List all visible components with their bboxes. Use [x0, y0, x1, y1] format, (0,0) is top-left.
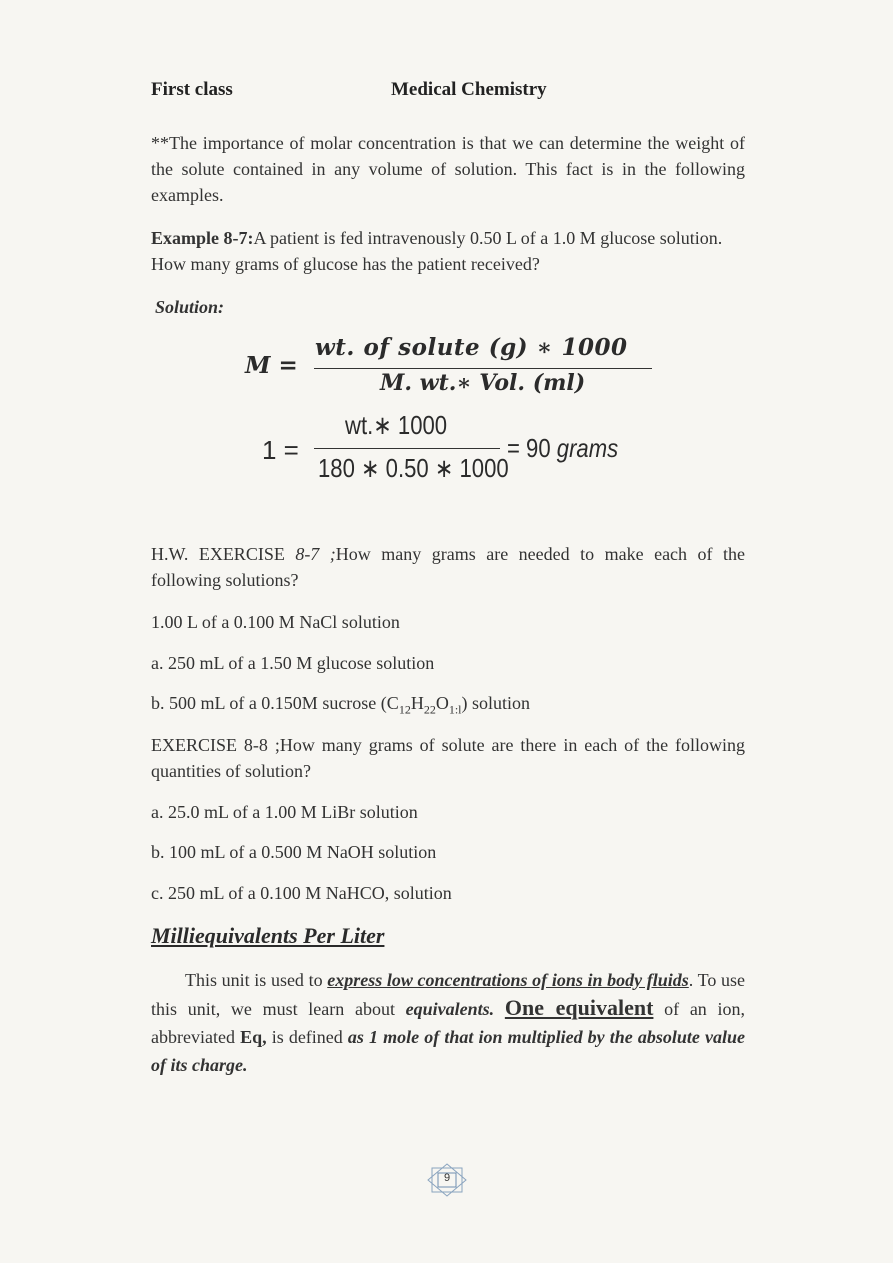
hw-item-1: 1.00 L of a 0.100 M NaCl solution — [151, 612, 400, 632]
hw-item-b — [151, 690, 745, 723]
hw-item-b-sub-o: 1:l — [448, 702, 462, 717]
section-space — [494, 999, 505, 1019]
exercise-8-8-paragraph: EXERCISE 8-8 ;How many grams of solute are there in each of the following quantities of solution? — [151, 735, 745, 781]
formula2-result-unit: grams — [556, 433, 619, 463]
formula2-lhs: 1 = — [262, 435, 299, 465]
hw-prefix: H.W. EXERCISE — [151, 544, 296, 564]
section-heading: Milliequivalents Per Liter — [151, 923, 385, 948]
formula1-lhs: M = — [245, 352, 298, 379]
section-definition: as 1 mole of that ion multiplied by the absolute value of its charge. — [151, 1027, 745, 1075]
hw-item-b-sub-c: 12 — [398, 702, 411, 717]
section-text-4: is defined — [266, 1027, 348, 1047]
formula2-result — [507, 433, 618, 464]
hw-item-b-sub-h: 22 — [423, 702, 436, 717]
section-text-3: of an ion, abbreviated — [151, 999, 746, 1047]
exercise-8-8-item-c: c. 250 mL of a 0.100 M NaHCO, solution — [151, 883, 452, 903]
exercise-8-8-item-a: a. 25.0 mL of a 1.00 M LiBr solution — [151, 802, 418, 822]
formula1-denominator: M. wt.∗ Vol. (ml) — [380, 370, 586, 396]
hw-item-b-text: b. 500 mL of a 0.150M sucrose (C — [151, 693, 399, 713]
hw-item-b-o: O — [435, 693, 449, 713]
section-text-2: . To use this unit, we must learn about — [151, 970, 745, 1019]
hw-item-b-end: ) solution — [461, 693, 530, 713]
example-text: A patient is fed intravenously 0.50 L of a 1.0 M glucose solution. How many grams of glucose has the patient received? — [151, 228, 723, 274]
formula2-denominator: 180 ∗ 0.50 ∗ 1000 — [318, 453, 509, 483]
section-one-equivalent: One equivalent — [504, 995, 654, 1020]
formula2-numerator: wt.∗ 1000 — [345, 410, 448, 440]
section-eq-abbrev: Eq, — [240, 1027, 267, 1047]
formula1-fraction-bar — [314, 368, 652, 369]
section-underlined-phrase: express low concentrations of ions in body fluids — [327, 970, 689, 990]
formula1-numerator: wt. of solute (g) ∗ 1000 — [315, 334, 628, 361]
example-label: Example 8-7: — [151, 228, 254, 248]
formula2-fraction-bar — [314, 448, 500, 449]
hw-number: 8-7 ; — [295, 544, 336, 564]
hw-item-b-h: H — [410, 693, 424, 713]
solution-label: Solution: — [155, 297, 225, 317]
section-paragraph — [151, 966, 745, 1079]
section-equivalents-term: equivalents. — [405, 999, 495, 1019]
header-subject: Medical Chemistry — [391, 79, 547, 100]
hw-exercise-paragraph — [151, 541, 745, 593]
intro-paragraph: **The importance of molar concentration is that we can determine the weight of the solute contained in any volume of solution. This fact is in the following examples. — [151, 133, 745, 205]
header-course: First class — [151, 79, 233, 100]
section-text-1: This unit is used to — [185, 970, 328, 990]
hw-item-a: a. 250 mL of a 1.50 M glucose solution — [151, 653, 435, 673]
page-number: 9 — [443, 1172, 451, 1184]
hw-text: How many grams are needed to make each of the following solutions? — [151, 544, 745, 590]
exercise-8-8-item-b: b. 100 mL of a 0.500 M NaOH solution — [151, 842, 437, 862]
formula2-result-value: = 90 — [507, 433, 551, 463]
page-number-badge — [426, 1163, 468, 1197]
example-paragraph — [151, 225, 745, 277]
